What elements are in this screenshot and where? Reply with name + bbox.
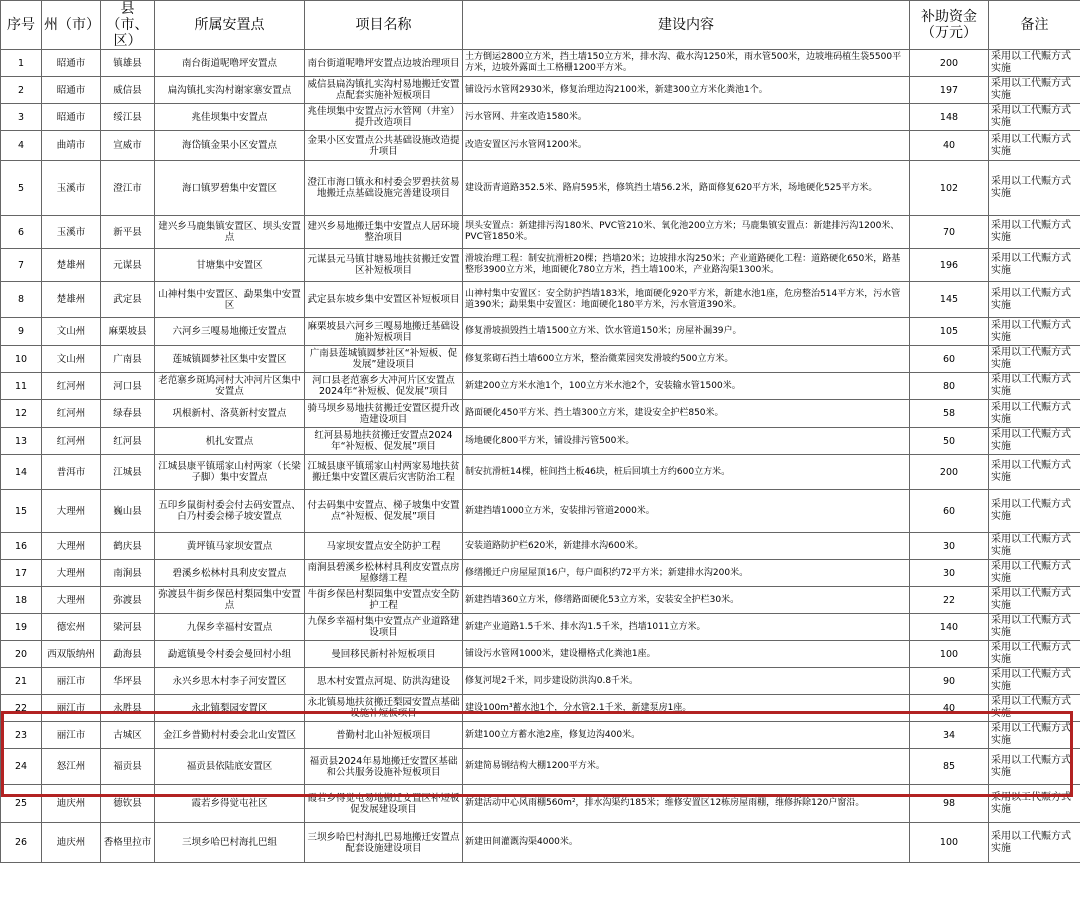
table-row bbox=[1, 104, 1080, 131]
table-row bbox=[1, 785, 1080, 823]
cell-county: 河口县 bbox=[101, 373, 155, 400]
cell-content: 坝头安置点：新建排污沟180米、PVC管210米、氧化池200立方米；马鹿集镇安置点：新建排污沟1200米、PVC管1850米。 bbox=[463, 216, 910, 249]
cell-site: 三坝乡哈巴村海扎巴组 bbox=[155, 823, 305, 863]
cell-fund: 90 bbox=[910, 668, 989, 695]
cell-note: 采用以工代赈方式实施 bbox=[989, 587, 1080, 614]
cell-project: 威信县扁沟镇扎实沟村易地搬迁安置点配套实施补短板项目 bbox=[305, 77, 463, 104]
cell-project: 三坝乡哈巴村海扎巴易地搬迁安置点配套设施建设项目 bbox=[305, 823, 463, 863]
cell-project: 红河县易地扶贫搬迁安置点2024年“补短板、促发展”项目 bbox=[305, 428, 463, 455]
cell-city: 楚雄州 bbox=[42, 249, 101, 282]
cell-note: 采用以工代赈方式实施 bbox=[989, 560, 1080, 587]
cell-fund: 197 bbox=[910, 77, 989, 104]
cell-county: 弥渡县 bbox=[101, 587, 155, 614]
table-row bbox=[1, 318, 1080, 346]
cell-city: 西双版纳州 bbox=[42, 641, 101, 668]
cell-county: 镇雄县 bbox=[101, 50, 155, 77]
cell-project: 马家坝安置点安全防护工程 bbox=[305, 533, 463, 560]
header-county: 县（市、区） bbox=[101, 1, 155, 50]
cell-no: 6 bbox=[1, 216, 42, 249]
cell-project: 广南县莲城镇圆梦社区“补短板、促发展”建设项目 bbox=[305, 346, 463, 373]
cell-note: 采用以工代赈方式实施 bbox=[989, 722, 1080, 749]
cell-city: 普洱市 bbox=[42, 455, 101, 490]
table-row bbox=[1, 560, 1080, 587]
cell-note: 采用以工代赈方式实施 bbox=[989, 785, 1080, 823]
cell-project: 兆佳坝集中安置点污水管网（井室）提升改造项目 bbox=[305, 104, 463, 131]
table-row bbox=[1, 614, 1080, 641]
table-row bbox=[1, 373, 1080, 400]
cell-city: 丽江市 bbox=[42, 722, 101, 749]
cell-content: 新建挡墙1000立方米，安装排污管道2000米。 bbox=[463, 490, 910, 533]
cell-city: 迪庆州 bbox=[42, 785, 101, 823]
cell-city: 玉溪市 bbox=[42, 216, 101, 249]
header-city: 州（市） bbox=[42, 1, 101, 50]
cell-fund: 85 bbox=[910, 749, 989, 785]
cell-no: 21 bbox=[1, 668, 42, 695]
cell-site: 莲城镇圆梦社区集中安置区 bbox=[155, 346, 305, 373]
cell-fund: 60 bbox=[910, 490, 989, 533]
cell-project: 普勤村北山补短板项目 bbox=[305, 722, 463, 749]
table-row bbox=[1, 161, 1080, 216]
cell-county: 宣威市 bbox=[101, 131, 155, 161]
header-project: 项目名称 bbox=[305, 1, 463, 50]
table-row bbox=[1, 400, 1080, 428]
cell-note: 采用以工代赈方式实施 bbox=[989, 161, 1080, 216]
cell-city: 红河州 bbox=[42, 373, 101, 400]
cell-no: 19 bbox=[1, 614, 42, 641]
cell-site: 弥渡县牛街乡保邑村梨园集中安置点 bbox=[155, 587, 305, 614]
cell-fund: 100 bbox=[910, 641, 989, 668]
cell-county: 威信县 bbox=[101, 77, 155, 104]
cell-fund: 58 bbox=[910, 400, 989, 428]
cell-fund: 40 bbox=[910, 695, 989, 722]
cell-fund: 200 bbox=[910, 455, 989, 490]
cell-note: 采用以工代赈方式实施 bbox=[989, 50, 1080, 77]
cell-site: 扁沟镇扎实沟村谢家寨安置点 bbox=[155, 77, 305, 104]
cell-project: 元谋县元马镇甘塘易地扶贫搬迁安置区补短板项目 bbox=[305, 249, 463, 282]
cell-site: 巩根新村、洛莫新村安置点 bbox=[155, 400, 305, 428]
cell-site: 九保乡幸福村安置点 bbox=[155, 614, 305, 641]
cell-content: 新建活动中心风雨棚560m²，排水沟渠约185米；维修安置区12栋房屋雨棚，维修拆除120户窗沿。 bbox=[463, 785, 910, 823]
cell-note: 采用以工代赈方式实施 bbox=[989, 641, 1080, 668]
cell-fund: 80 bbox=[910, 373, 989, 400]
cell-county: 永胜县 bbox=[101, 695, 155, 722]
cell-note: 采用以工代赈方式实施 bbox=[989, 695, 1080, 722]
cell-site: 碧溪乡松林村具利皮安置点 bbox=[155, 560, 305, 587]
cell-no: 8 bbox=[1, 282, 42, 318]
cell-county: 德钦县 bbox=[101, 785, 155, 823]
cell-note: 采用以工代赈方式实施 bbox=[989, 823, 1080, 863]
cell-site: 六河乡三嘎易地搬迁安置点 bbox=[155, 318, 305, 346]
header-note: 备注 bbox=[989, 1, 1080, 50]
cell-note: 采用以工代赈方式实施 bbox=[989, 455, 1080, 490]
table-header-row bbox=[1, 1, 1080, 50]
cell-no: 22 bbox=[1, 695, 42, 722]
cell-no: 4 bbox=[1, 131, 42, 161]
cell-note: 采用以工代赈方式实施 bbox=[989, 131, 1080, 161]
cell-no: 23 bbox=[1, 722, 42, 749]
cell-city: 大理州 bbox=[42, 490, 101, 533]
table-row bbox=[1, 641, 1080, 668]
cell-content: 新建100立方蓄水池2座，修复边沟400米。 bbox=[463, 722, 910, 749]
cell-county: 南涧县 bbox=[101, 560, 155, 587]
cell-note: 采用以工代赈方式实施 bbox=[989, 282, 1080, 318]
cell-fund: 102 bbox=[910, 161, 989, 216]
cell-content: 山神村集中安置区：安全防护挡墙183米，地面硬化920平方米，新建水池1座，危房整治514平方米，污水管道390米；勐果集中安置区：地面硬化180平方米，污水管道390米。 bbox=[463, 282, 910, 318]
table-row bbox=[1, 668, 1080, 695]
cell-county: 元谋县 bbox=[101, 249, 155, 282]
table-row bbox=[1, 722, 1080, 749]
cell-content: 安装道路防护栏620米，新建排水沟600米。 bbox=[463, 533, 910, 560]
cell-no: 17 bbox=[1, 560, 42, 587]
header-site: 所属安置点 bbox=[155, 1, 305, 50]
cell-project: 骑马坝乡易地扶贫搬迁安置区提升改造建设项目 bbox=[305, 400, 463, 428]
cell-site: 南台街道呢噜坪安置点 bbox=[155, 50, 305, 77]
cell-county: 梁河县 bbox=[101, 614, 155, 641]
cell-no: 3 bbox=[1, 104, 42, 131]
cell-city: 红河州 bbox=[42, 400, 101, 428]
cell-content: 场地硬化800平方米，铺设排污管500米。 bbox=[463, 428, 910, 455]
cell-project: 永北镇易地扶贫搬迁梨园安置点基础设施补短板项目 bbox=[305, 695, 463, 722]
cell-project: 江城县康平镇瑶家山村两家易地扶贫搬迁集中安置区震后灾害防治工程 bbox=[305, 455, 463, 490]
header-fund: 补助资金（万元） bbox=[910, 1, 989, 50]
cell-content: 制安抗滑桩14棵，桩间挡土板46块，桩后回填土方约600立方米。 bbox=[463, 455, 910, 490]
cell-city: 大理州 bbox=[42, 533, 101, 560]
header-no: 序号 bbox=[1, 1, 42, 50]
cell-content: 新建产业道路1.5千米、排水沟1.5千米，挡墙1011立方米。 bbox=[463, 614, 910, 641]
cell-county: 香格里拉市 bbox=[101, 823, 155, 863]
cell-site: 黄坪镇马家坝安置点 bbox=[155, 533, 305, 560]
cell-fund: 200 bbox=[910, 50, 989, 77]
cell-project: 南涧县碧溪乡松林村具利皮安置点房屋修缮工程 bbox=[305, 560, 463, 587]
cell-fund: 22 bbox=[910, 587, 989, 614]
cell-county: 勐海县 bbox=[101, 641, 155, 668]
cell-county: 红河县 bbox=[101, 428, 155, 455]
cell-county: 绿春县 bbox=[101, 400, 155, 428]
table-row bbox=[1, 216, 1080, 249]
table-body bbox=[1, 50, 1080, 863]
cell-project: 武定县东坡乡集中安置区补短板项目 bbox=[305, 282, 463, 318]
cell-county: 武定县 bbox=[101, 282, 155, 318]
cell-city: 文山州 bbox=[42, 346, 101, 373]
table-row bbox=[1, 77, 1080, 104]
cell-content: 新建200立方米水池1个，100立方米水池2个，安装输水管1500米。 bbox=[463, 373, 910, 400]
table-row bbox=[1, 749, 1080, 785]
cell-no: 1 bbox=[1, 50, 42, 77]
table-row bbox=[1, 428, 1080, 455]
table-row bbox=[1, 695, 1080, 722]
cell-project: 河口县老范寨乡大冲河片区安置点2024年“补短板、促发展”项目 bbox=[305, 373, 463, 400]
cell-content: 铺设污水管网1000米，建设栅格式化粪池1座。 bbox=[463, 641, 910, 668]
cell-site: 机扎安置点 bbox=[155, 428, 305, 455]
cell-content: 建设沥青道路352.5米、路肩595米，修筑挡土墙56.2米，路面修复620平方米，场地硬化525平方米。 bbox=[463, 161, 910, 216]
cell-note: 采用以工代赈方式实施 bbox=[989, 249, 1080, 282]
cell-content: 修复河堤2千米，同步建设防洪沟0.8千米。 bbox=[463, 668, 910, 695]
cell-city: 楚雄州 bbox=[42, 282, 101, 318]
cell-city: 红河州 bbox=[42, 428, 101, 455]
cell-fund: 34 bbox=[910, 722, 989, 749]
cell-no: 25 bbox=[1, 785, 42, 823]
cell-county: 绥江县 bbox=[101, 104, 155, 131]
cell-note: 采用以工代赈方式实施 bbox=[989, 77, 1080, 104]
cell-fund: 70 bbox=[910, 216, 989, 249]
cell-county: 古城区 bbox=[101, 722, 155, 749]
cell-content: 新建简易钢结构大棚1200平方米。 bbox=[463, 749, 910, 785]
cell-project: 建兴乡易地搬迁集中安置点人居环境整治项目 bbox=[305, 216, 463, 249]
cell-city: 丽江市 bbox=[42, 695, 101, 722]
cell-no: 24 bbox=[1, 749, 42, 785]
cell-city: 大理州 bbox=[42, 587, 101, 614]
cell-content: 新建挡墙360立方米，修缮路面硬化53立方米，安装安全护栏30米。 bbox=[463, 587, 910, 614]
cell-site: 老范寨乡斑鸠河村大冲河片区集中安置点 bbox=[155, 373, 305, 400]
cell-fund: 148 bbox=[910, 104, 989, 131]
cell-city: 玉溪市 bbox=[42, 161, 101, 216]
cell-content: 建设100m³蓄水池1个，分水管2.1千米，新建泵房1座。 bbox=[463, 695, 910, 722]
cell-project: 曼回移民新村补短板项目 bbox=[305, 641, 463, 668]
cell-project: 金果小区安置点公共基础设施改造提升项目 bbox=[305, 131, 463, 161]
cell-fund: 145 bbox=[910, 282, 989, 318]
cell-fund: 98 bbox=[910, 785, 989, 823]
table-row bbox=[1, 282, 1080, 318]
cell-site: 金江乡普勤村村委会北山安置区 bbox=[155, 722, 305, 749]
cell-project: 付去码集中安置点、梯子坡集中安置点“补短板、促发展”项目 bbox=[305, 490, 463, 533]
cell-site: 海口镇罗碧集中安置区 bbox=[155, 161, 305, 216]
cell-city: 文山州 bbox=[42, 318, 101, 346]
cell-content: 新建田间灌溉沟渠4000米。 bbox=[463, 823, 910, 863]
table-row bbox=[1, 131, 1080, 161]
cell-no: 7 bbox=[1, 249, 42, 282]
cell-county: 福贡县 bbox=[101, 749, 155, 785]
cell-fund: 50 bbox=[910, 428, 989, 455]
cell-site: 建兴乡马鹿集镇安置区、坝头安置点 bbox=[155, 216, 305, 249]
cell-project: 霞若乡得觉屯易地搬迁安置区补短板促发展建设项目 bbox=[305, 785, 463, 823]
cell-note: 采用以工代赈方式实施 bbox=[989, 533, 1080, 560]
cell-city: 昭通市 bbox=[42, 77, 101, 104]
cell-city: 昭通市 bbox=[42, 50, 101, 77]
table-row bbox=[1, 50, 1080, 77]
cell-site: 福贡县依陆底安置区 bbox=[155, 749, 305, 785]
cell-site: 山神村集中安置区、勐果集中安置区 bbox=[155, 282, 305, 318]
cell-content: 改造安置区污水管网1200米。 bbox=[463, 131, 910, 161]
cell-fund: 105 bbox=[910, 318, 989, 346]
cell-site: 兆佳坝集中安置点 bbox=[155, 104, 305, 131]
cell-note: 采用以工代赈方式实施 bbox=[989, 668, 1080, 695]
cell-no: 16 bbox=[1, 533, 42, 560]
cell-content: 修缮搬迁户房屋屋顶16户，每户面积约72平方米；新建排水沟200米。 bbox=[463, 560, 910, 587]
cell-content: 滑坡治理工程：制安抗滑桩20棵；挡墙20米；边坡排水沟250米；产业道路硬化工程：道路硬化650米，路基整形3900立方米，地面硬化780立方米，挡土墙100米，产业路沟渠1300米。 bbox=[463, 249, 910, 282]
cell-content: 污水管网、井室改造1580米。 bbox=[463, 104, 910, 131]
cell-project: 南台街道呢噜坪安置点边坡治理项目 bbox=[305, 50, 463, 77]
cell-project: 麻栗坡县六河乡三嘎易地搬迁基础设施补短板项目 bbox=[305, 318, 463, 346]
cell-county: 麻栗坡县 bbox=[101, 318, 155, 346]
cell-county: 巍山县 bbox=[101, 490, 155, 533]
cell-no: 11 bbox=[1, 373, 42, 400]
cell-no: 5 bbox=[1, 161, 42, 216]
cell-site: 海岱镇金果小区安置点 bbox=[155, 131, 305, 161]
cell-city: 丽江市 bbox=[42, 668, 101, 695]
cell-city: 德宏州 bbox=[42, 614, 101, 641]
cell-project: 澄江市海口镇永和村委会罗碧扶贫易地搬迁点基础设施完善建设项目 bbox=[305, 161, 463, 216]
cell-note: 采用以工代赈方式实施 bbox=[989, 216, 1080, 249]
cell-content: 土方倒运2800立方米，挡土墙150立方米，排水沟、截水沟1250米，雨水管500米，边坡堆码植生袋5500平方米，边坡外露面土工格栅1200平方米。 bbox=[463, 50, 910, 77]
cell-content: 修复浆砌石挡土墙600立方米，整治微菜园突发滑坡约500立方米。 bbox=[463, 346, 910, 373]
cell-no: 9 bbox=[1, 318, 42, 346]
cell-city: 曲靖市 bbox=[42, 131, 101, 161]
cell-county: 新平县 bbox=[101, 216, 155, 249]
cell-site: 永北镇梨园安置区 bbox=[155, 695, 305, 722]
cell-site: 江城县康平镇瑶家山村两家（长梁子脚）集中安置点 bbox=[155, 455, 305, 490]
cell-fund: 60 bbox=[910, 346, 989, 373]
table-row bbox=[1, 455, 1080, 490]
cell-project: 牛街乡保邑村梨园集中安置点安全防护工程 bbox=[305, 587, 463, 614]
cell-no: 10 bbox=[1, 346, 42, 373]
cell-note: 采用以工代赈方式实施 bbox=[989, 614, 1080, 641]
cell-fund: 196 bbox=[910, 249, 989, 282]
cell-site: 甘塘集中安置区 bbox=[155, 249, 305, 282]
cell-fund: 140 bbox=[910, 614, 989, 641]
cell-county: 鹤庆县 bbox=[101, 533, 155, 560]
cell-city: 大理州 bbox=[42, 560, 101, 587]
cell-city: 昭通市 bbox=[42, 104, 101, 131]
cell-note: 采用以工代赈方式实施 bbox=[989, 490, 1080, 533]
cell-county: 华坪县 bbox=[101, 668, 155, 695]
cell-note: 采用以工代赈方式实施 bbox=[989, 346, 1080, 373]
cell-county: 广南县 bbox=[101, 346, 155, 373]
table-row bbox=[1, 823, 1080, 863]
cell-content: 铺设污水管网2930米，修复治理边沟2100米，新建300立方米化粪池1个。 bbox=[463, 77, 910, 104]
cell-county: 江城县 bbox=[101, 455, 155, 490]
cell-no: 14 bbox=[1, 455, 42, 490]
cell-project: 思木村安置点河堤、防洪沟建设 bbox=[305, 668, 463, 695]
cell-no: 20 bbox=[1, 641, 42, 668]
table-row bbox=[1, 587, 1080, 614]
cell-site: 五印乡鼠街村委会付去码安置点、白乃村委会梯子坡安置点 bbox=[155, 490, 305, 533]
cell-city: 怒江州 bbox=[42, 749, 101, 785]
table-row bbox=[1, 346, 1080, 373]
cell-site: 永兴乡思木村李子河安置区 bbox=[155, 668, 305, 695]
cell-fund: 100 bbox=[910, 823, 989, 863]
cell-project: 福贡县2024年易地搬迁安置区基础和公共服务设施补短板项目 bbox=[305, 749, 463, 785]
cell-note: 采用以工代赈方式实施 bbox=[989, 400, 1080, 428]
table-row bbox=[1, 490, 1080, 533]
cell-fund: 30 bbox=[910, 560, 989, 587]
cell-city: 迪庆州 bbox=[42, 823, 101, 863]
cell-no: 15 bbox=[1, 490, 42, 533]
cell-note: 采用以工代赈方式实施 bbox=[989, 318, 1080, 346]
cell-no: 2 bbox=[1, 77, 42, 104]
cell-fund: 40 bbox=[910, 131, 989, 161]
cell-fund: 30 bbox=[910, 533, 989, 560]
cell-content: 路面硬化450平方米、挡土墙300立方米，建设安全护栏850米。 bbox=[463, 400, 910, 428]
cell-note: 采用以工代赈方式实施 bbox=[989, 104, 1080, 131]
cell-note: 采用以工代赈方式实施 bbox=[989, 428, 1080, 455]
cell-county: 澄江市 bbox=[101, 161, 155, 216]
cell-note: 采用以工代赈方式实施 bbox=[989, 749, 1080, 785]
cell-no: 18 bbox=[1, 587, 42, 614]
cell-site: 勐遮镇曼令村委会曼回村小组 bbox=[155, 641, 305, 668]
cell-no: 26 bbox=[1, 823, 42, 863]
table-row bbox=[1, 533, 1080, 560]
table-row bbox=[1, 249, 1080, 282]
cell-no: 13 bbox=[1, 428, 42, 455]
cell-content: 修复滑坡损毁挡土墙1500立方米、饮水管道150米；房屋补漏39户。 bbox=[463, 318, 910, 346]
cell-site: 霞若乡得觉屯社区 bbox=[155, 785, 305, 823]
cell-project: 九保乡幸福村集中安置点产业道路建设项目 bbox=[305, 614, 463, 641]
cell-no: 12 bbox=[1, 400, 42, 428]
cell-note: 采用以工代赈方式实施 bbox=[989, 373, 1080, 400]
header-content: 建设内容 bbox=[463, 1, 910, 50]
